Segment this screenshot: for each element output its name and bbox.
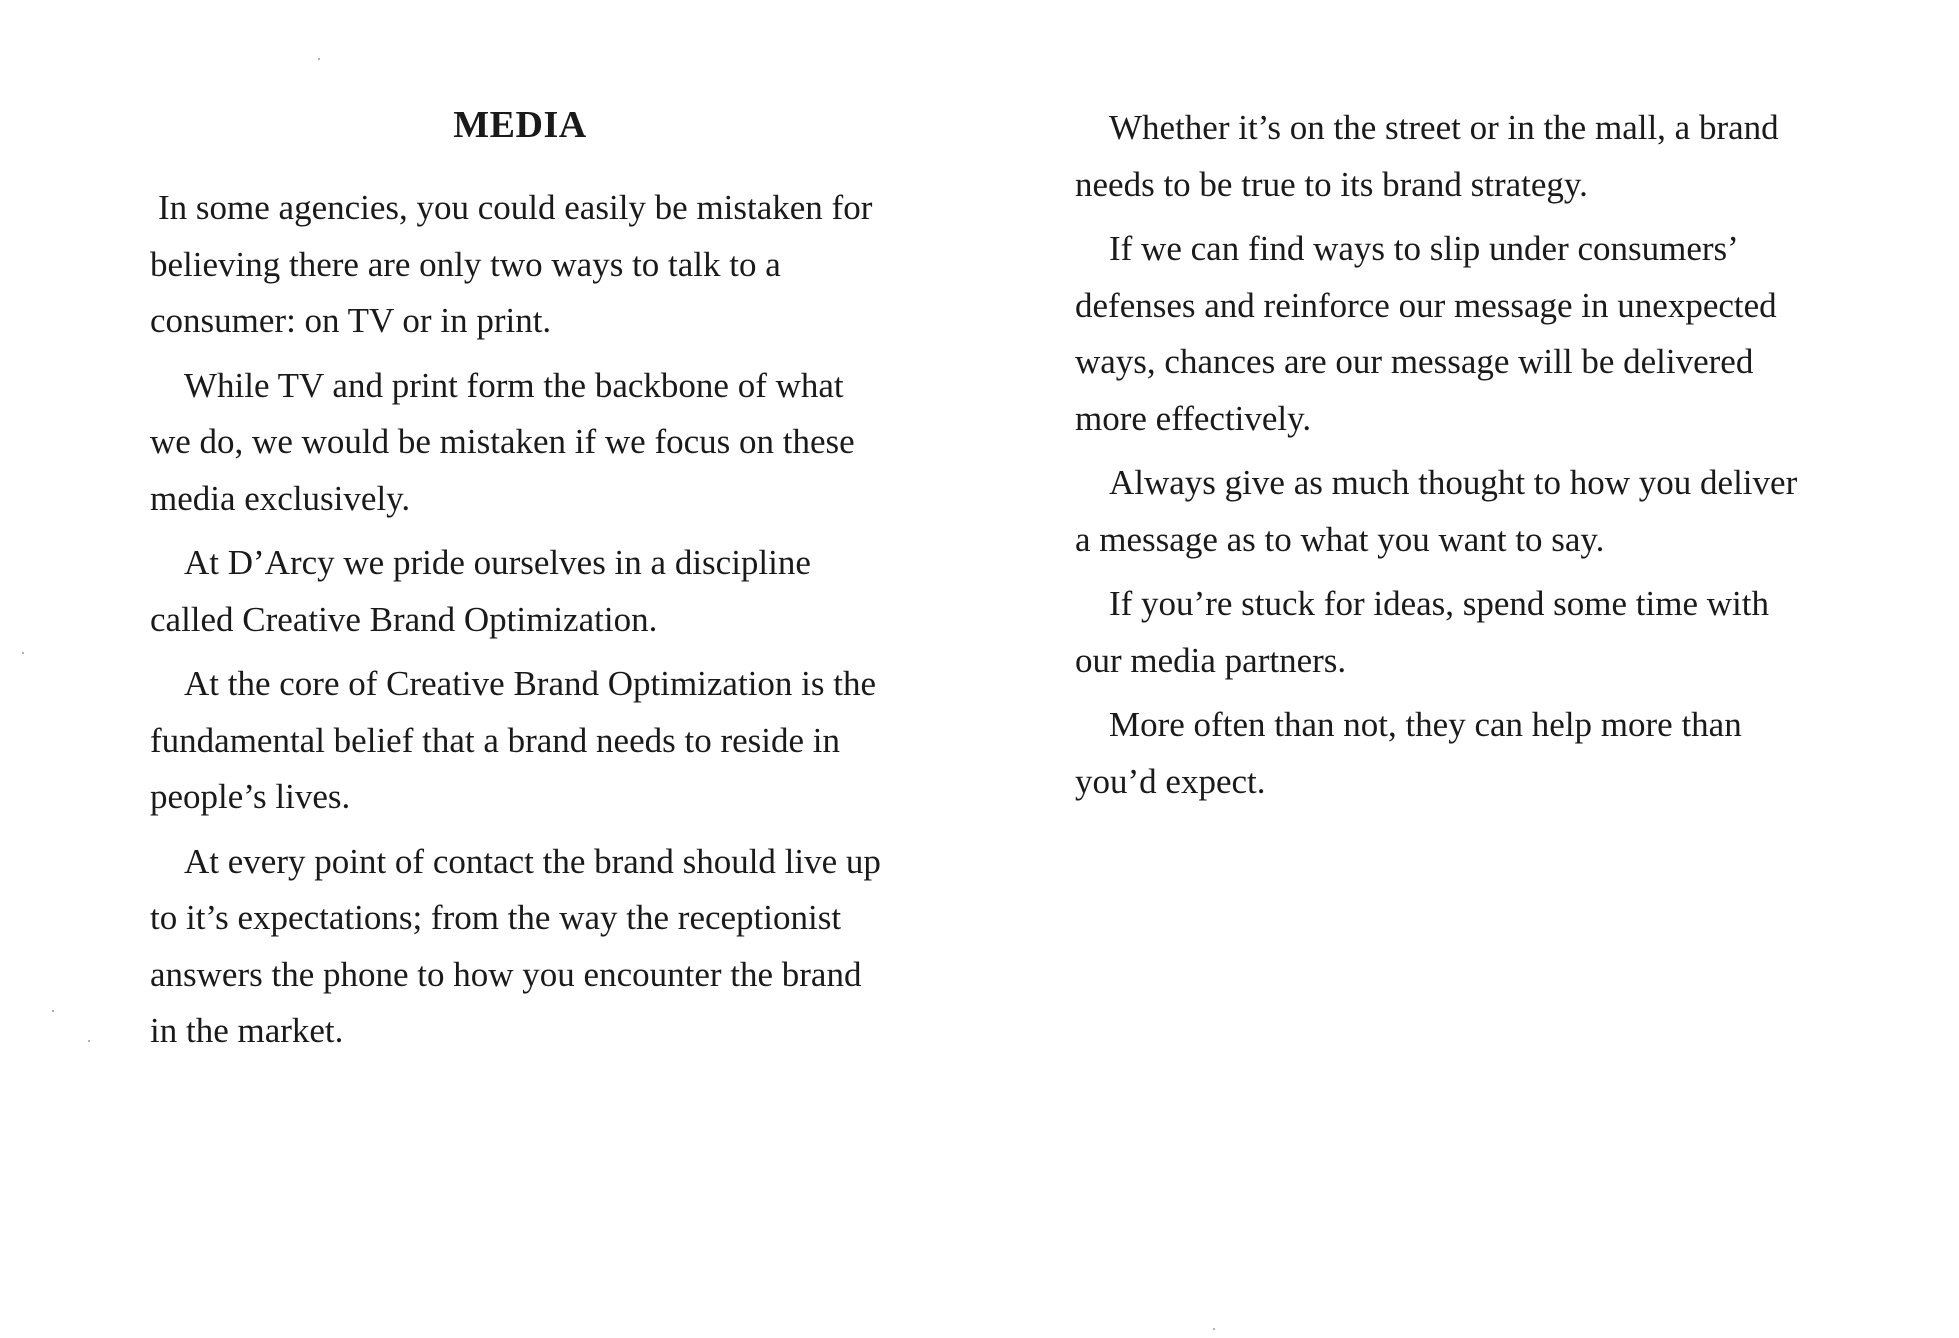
paragraph: At D’Arcy we pride ourselves in a discipline called Creative Brand Optimization.	[150, 543, 811, 639]
paragraph: Whether it’s on the street or in the mall, a brand needs to be true to its brand strategy.	[1075, 108, 1779, 204]
paragraph: While TV and print form the backbone of what we do, we would be mistaken if we focus on these media exclusively.	[150, 365, 855, 518]
paragraph: At every point of contact the brand should live up to it’s expectations; from the way the receptionist answers the phone to how you encounter the brand in the market.	[150, 841, 881, 1050]
scan-speck	[318, 58, 320, 60]
paragraph: At the core of Creative Brand Optimization is the fundamental belief that a brand needs to reside in people’s lives.	[150, 664, 877, 816]
paragraph: More often than not, they can help more than you’d expect.	[1075, 705, 1742, 801]
right-text-column	[1075, 100, 1810, 818]
right-page	[980, 0, 1959, 1338]
scan-speck	[22, 652, 24, 654]
scan-speck	[1213, 1328, 1215, 1330]
paragraph: If you’re stuck for ideas, spend some time with our media partners.	[1075, 584, 1769, 680]
scan-speck	[52, 1010, 54, 1012]
left-text-column	[150, 100, 890, 1068]
paragraph: In some agencies, you could easily be mistaken for believing there are only two ways to talk to a consumer: on TV or in print.	[150, 188, 873, 340]
page-title: MEDIA	[453, 104, 587, 146]
paragraph: Always give as much thought to how you deliver a message as to what you want to say.	[1075, 463, 1798, 559]
scan-speck	[88, 1040, 90, 1042]
paragraph: If we can find ways to slip under consumers’ defenses and reinforce our message in unexpected ways, chances are our message will be delivered more effectively.	[1075, 229, 1777, 438]
